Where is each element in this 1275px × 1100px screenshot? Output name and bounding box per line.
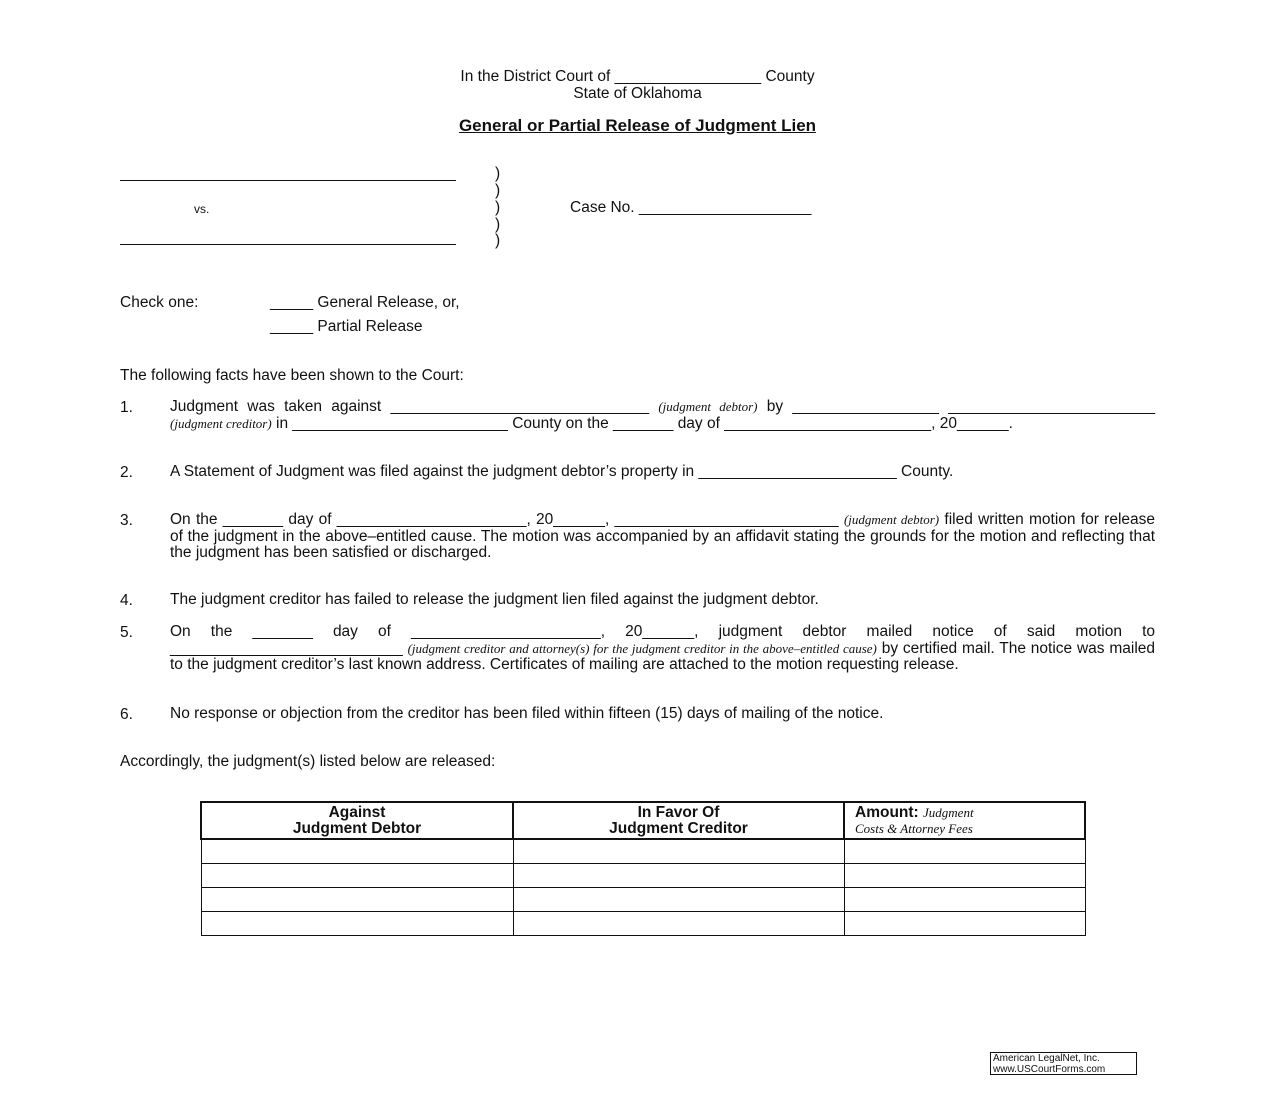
fact-item-2: A Statement of Judgment was filed against the judgment debtor’s property in _______________________ County. — [170, 463, 954, 480]
caption-paren: ) — [495, 216, 501, 233]
item-number: 1. — [120, 399, 133, 416]
table-cell[interactable] — [201, 888, 513, 912]
plaintiff-line[interactable] — [120, 180, 456, 181]
case-number-field[interactable]: Case No. ____________________ — [570, 199, 812, 216]
table-cell[interactable] — [513, 888, 844, 912]
fact-item-4: The judgment creditor has failed to release the judgment lien filed against the judgment debtor. — [170, 591, 819, 608]
publisher-name: American LegalNet, Inc. — [993, 1053, 1100, 1064]
script-note: (judgment creditor) — [170, 415, 272, 431]
fact-item-3 — [170, 512, 1155, 562]
creditor-field[interactable]: by _________________ — [766, 398, 939, 415]
creditor-field-cont[interactable]: ________________________ — [948, 398, 1155, 415]
check-one-label: Check one: — [120, 294, 199, 311]
county-field[interactable]: in _________________________ County on the _______ — [276, 414, 674, 432]
vs-label: vs. — [194, 202, 210, 216]
item-number: 5. — [120, 624, 133, 641]
caption-paren: ) — [495, 232, 501, 249]
script-note: (judgment creditor and attorney(s) for the judgment creditor in the above–entitled cause) — [407, 640, 877, 656]
caption-paren: ) — [495, 165, 501, 182]
table-row — [201, 888, 1085, 912]
conclusion-text: Accordingly, the judgment(s) listed below are released: — [120, 753, 496, 770]
partial-release-option[interactable]: _____ Partial Release — [270, 318, 423, 335]
judgment-debtor-field[interactable]: Judgment was taken against ______________________________ — [170, 398, 650, 415]
col-against-header: Against Judgment Debtor — [201, 802, 513, 839]
item-number: 3. — [120, 512, 133, 529]
motion-date-field[interactable]: On the _______ day of ______________________, 20______, __________________________ — [170, 511, 839, 528]
item-number: 2. — [120, 464, 133, 481]
table-cell[interactable] — [201, 864, 513, 888]
table-cell[interactable] — [513, 912, 844, 936]
table-header-row — [201, 802, 1085, 839]
table-cell[interactable] — [844, 864, 1085, 888]
table-cell[interactable] — [201, 912, 513, 936]
item-3-text: filed written motion for release of the judgment in the above–entitled cause. The motion was accompanied by an affidavit stating the grounds for the motion and reflecting that the judgment has been satisfied or discharged. — [170, 511, 1155, 561]
table-row — [201, 912, 1085, 936]
table-row — [201, 839, 1085, 864]
publisher-footer — [990, 1052, 1137, 1075]
table-cell[interactable] — [513, 839, 844, 864]
caption-paren: ) — [495, 199, 501, 216]
script-note: (judgment debtor) — [843, 512, 940, 527]
table-cell[interactable] — [844, 888, 1085, 912]
script-note: (judgment debtor) — [658, 399, 758, 414]
table-row — [201, 864, 1085, 888]
table-cell[interactable] — [844, 839, 1085, 864]
col-amount-header: Amount: Judgment Costs & Attorney Fees — [844, 802, 1085, 839]
state-line: State of Oklahoma — [573, 85, 702, 102]
col-in-favor-header: In Favor Of Judgment Creditor — [513, 802, 844, 839]
released-judgments-table — [200, 801, 1086, 936]
notice-date-field[interactable]: On the _______ day of ______________________, 20______, judgment debtor mailed notice of said motion to ___________________________ — [170, 623, 1155, 657]
court-line: In the District Court of _________________ County — [460, 68, 815, 85]
defendant-line[interactable] — [120, 244, 456, 245]
fact-item-5 — [170, 624, 1155, 674]
date-field[interactable]: day of ________________________, 20______. — [677, 414, 1013, 432]
publisher-url[interactable]: www.USCourtForms.com — [993, 1064, 1106, 1075]
page-title: General or Partial Release of Judgment Lien — [458, 116, 817, 135]
fact-item-6: No response or objection from the creditor has been filed within fifteen (15) days of mailing of the notice. — [170, 705, 884, 722]
general-release-option[interactable]: _____ General Release, or, — [270, 294, 460, 311]
item-number: 4. — [120, 592, 133, 609]
facts-intro: The following facts have been shown to the Court: — [120, 367, 464, 384]
table-cell[interactable] — [201, 839, 513, 864]
caption-paren: ) — [495, 182, 501, 199]
table-cell[interactable] — [513, 864, 844, 888]
fact-item-1 — [170, 399, 1155, 432]
table-cell[interactable] — [844, 912, 1085, 936]
item-number: 6. — [120, 706, 133, 723]
item-5-text: by certified mail. The notice was mailed to the judgment creditor’s last known address. Certificates of mailing are attached to the motion requesting release. — [170, 639, 1156, 673]
